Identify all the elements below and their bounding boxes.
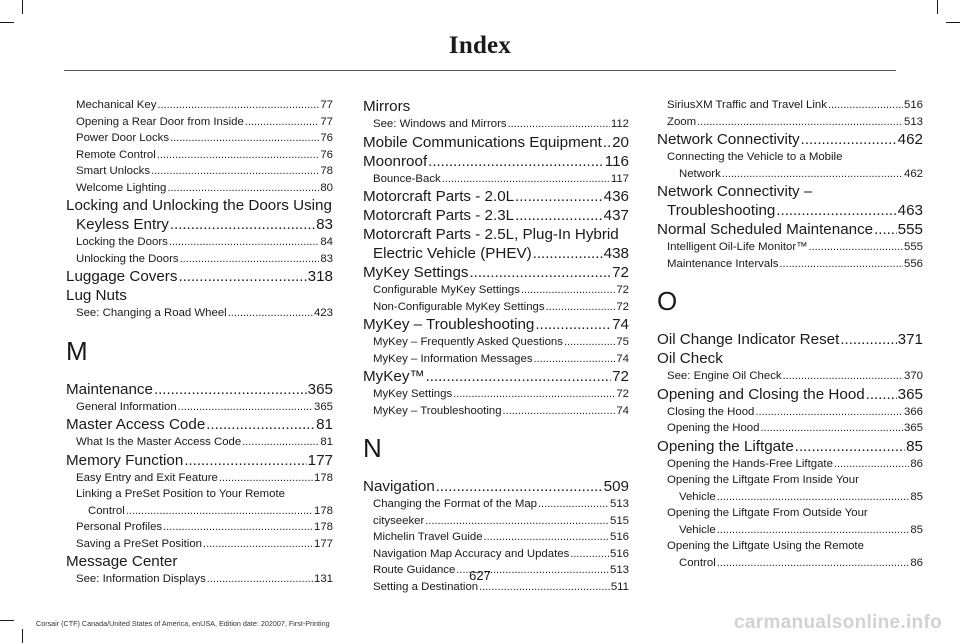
index-entry-line[interactable]: Motorcraft Parts - 2.5L, Plug-In Hybrid (363, 226, 619, 243)
index-subentry[interactable]: MyKey Settings ..... 72 (363, 386, 629, 403)
index-subentry[interactable]: Zoom ..... 513 (657, 114, 923, 131)
index-subentry[interactable]: Route Guidance ..... 513 (363, 562, 629, 579)
index-entry[interactable]: Mobile Communications Equipment ..... 20 (363, 133, 629, 152)
index-subentry[interactable]: MyKey – Troubleshooting ..... 74 (363, 403, 629, 420)
index-subentry[interactable]: MyKey – Frequently Asked Questions ..... 75 (363, 334, 629, 351)
crop-mark-top-right-h (946, 22, 960, 23)
index-entry: Lug Nuts (66, 287, 127, 304)
index-entry[interactable]: Master Access Code ..... 81 (66, 415, 333, 434)
section-letter-n: N (363, 433, 382, 463)
index-entry[interactable]: MyKey Settings ..... 72 (363, 263, 629, 282)
index-subentry[interactable]: Bounce-Back ..... 117 (363, 171, 629, 188)
index-column-3 (657, 97, 923, 571)
index-subentry[interactable]: Personal Profiles ..... 178 (66, 519, 333, 536)
index-subentry[interactable]: Maintenance Intervals ..... 556 (657, 256, 923, 273)
index-entry: Oil Check (657, 350, 723, 367)
index-subentry[interactable]: See: Changing a Road Wheel ..... 423 (66, 305, 333, 322)
index-entry[interactable]: Opening the Liftgate ..... 85 (657, 437, 923, 456)
index-entry: Mirrors (363, 98, 411, 115)
index-subentry[interactable]: SiriusXM Traffic and Travel Link ..... 516 (657, 97, 923, 114)
index-entry[interactable]: Maintenance ..... 365 (66, 380, 333, 399)
index-subentry[interactable]: See: Information Displays ..... 131 (66, 571, 333, 588)
index-subentry[interactable]: Navigation Map Accuracy and Updates ..... 516 (363, 546, 629, 563)
index-subentry[interactable]: Power Door Locks ..... 76 (66, 130, 333, 147)
index-subentry[interactable]: General Information ..... 365 (66, 399, 333, 416)
footer-edition-text: Corsair (CTF) Canada/United States of America, enUSA, Edition date: 202007, First-Printing (36, 619, 330, 628)
index-entry[interactable]: Electric Vehicle (PHEV) ..... 438 (363, 244, 629, 263)
index-entry-line[interactable]: Locking and Unlocking the Doors Using (66, 197, 332, 214)
index-entry[interactable]: Motorcraft Parts - 2.3L ..... 437 (363, 206, 629, 225)
index-entry[interactable]: MyKey™ ..... 72 (363, 367, 629, 386)
index-entry[interactable]: Motorcraft Parts - 2.0L ..... 436 (363, 187, 629, 206)
index-subentry-line[interactable]: Opening the Liftgate From Inside Your (667, 474, 859, 486)
header-rule (64, 70, 896, 71)
index-column-2 (363, 97, 629, 595)
index-subentry[interactable]: Configurable MyKey Settings ..... 72 (363, 282, 629, 299)
index-subentry[interactable]: See: Engine Oil Check ..... 370 (657, 368, 923, 385)
index-subentry[interactable]: Opening the Hood ..... 365 (657, 420, 923, 437)
index-entry-line[interactable]: Network Connectivity – (657, 183, 813, 200)
index-entry[interactable]: Memory Function ..... 177 (66, 451, 333, 470)
section-letter-m: M (66, 335, 88, 366)
index-entry[interactable]: Keyless Entry ..... 83 (66, 215, 333, 234)
index-entry[interactable]: Oil Change Indicator Reset ..... 371 (657, 330, 923, 349)
index-subentry[interactable]: Welcome Lighting ..... 80 (66, 180, 333, 197)
index-entry[interactable]: Navigation ..... 509 (363, 477, 629, 496)
index-subentry[interactable]: Intelligent Oil-Life Monitor™ ..... 555 (657, 239, 923, 256)
crop-mark-top-right-v (937, 0, 938, 14)
index-subentry[interactable]: Unlocking the Doors ..... 83 (66, 251, 333, 268)
crop-mark-top-left-h (0, 22, 14, 23)
section-letter-o: O (657, 286, 678, 316)
index-subentry-line[interactable]: Linking a PreSet Position to Your Remote (76, 488, 285, 500)
index-subentry[interactable]: Network ..... 462 (657, 166, 923, 183)
index-subentry[interactable]: What Is the Master Access Code ..... 81 (66, 434, 333, 451)
index-subentry-line[interactable]: Opening the Liftgate From Outside Your (667, 507, 868, 519)
crop-mark-bottom-left-v (22, 629, 23, 643)
index-subentry[interactable]: Saving a PreSet Position ..... 177 (66, 536, 333, 553)
page-number: 627 (469, 568, 491, 583)
index-entry[interactable]: Luggage Covers ..... 318 (66, 267, 333, 286)
crop-mark-top-left-v (22, 0, 23, 14)
index-subentry[interactable]: Smart Unlocks ..... 78 (66, 163, 333, 180)
index-subentry[interactable]: Control ..... 178 (66, 503, 333, 520)
index-subentry[interactable]: Changing the Format of the Map ..... 513 (363, 496, 629, 513)
index-subentry[interactable]: Closing the Hood ..... 366 (657, 404, 923, 421)
index-subentry[interactable]: Opening a Rear Door from Inside ..... 77 (66, 114, 333, 131)
watermark: carmanualsonline.info (734, 612, 942, 633)
index-entry[interactable]: Network Connectivity ..... 462 (657, 130, 923, 149)
index-entry[interactable]: MyKey – Troubleshooting ..... 74 (363, 315, 629, 334)
index-entry: Message Center (66, 553, 178, 570)
index-subentry[interactable]: cityseeker ..... 515 (363, 513, 629, 530)
index-entry[interactable]: Opening and Closing the Hood ..... 365 (657, 385, 923, 404)
index-subentry-line[interactable]: Opening the Liftgate Using the Remote (667, 540, 864, 552)
index-subentry[interactable]: Non-Configurable MyKey Settings ..... 72 (363, 299, 629, 316)
index-subentry-line[interactable]: Connecting the Vehicle to a Mobile (667, 151, 843, 163)
index-subentry[interactable]: Control ..... 86 (657, 555, 923, 572)
index-subentry[interactable]: Vehicle ..... 85 (657, 489, 923, 506)
index-entry[interactable]: Normal Scheduled Maintenance ..... 555 (657, 220, 923, 239)
index-subentry[interactable]: Remote Control ..... 76 (66, 147, 333, 164)
index-subentry[interactable]: Locking the Doors ..... 84 (66, 234, 333, 251)
index-subentry[interactable]: See: Windows and Mirrors ..... 112 (363, 116, 629, 133)
index-column-1 (66, 97, 333, 588)
index-entry[interactable]: Troubleshooting ..... 463 (657, 201, 923, 220)
crop-mark-bottom-left-h (0, 620, 14, 621)
page-title: Index (448, 32, 512, 59)
index-subentry[interactable]: Michelin Travel Guide ..... 516 (363, 529, 629, 546)
index-subentry[interactable]: Opening the Hands-Free Liftgate ..... 86 (657, 456, 923, 473)
index-subentry[interactable]: Setting a Destination ..... 511 (363, 579, 629, 596)
index-subentry[interactable]: Vehicle ..... 85 (657, 522, 923, 539)
index-subentry[interactable]: Easy Entry and Exit Feature ..... 178 (66, 470, 333, 487)
index-entry[interactable]: Moonroof ..... 116 (363, 152, 629, 171)
index-subentry[interactable]: MyKey – Information Messages ..... 74 (363, 351, 629, 368)
index-subentry[interactable]: Mechanical Key ..... 77 (66, 97, 333, 114)
